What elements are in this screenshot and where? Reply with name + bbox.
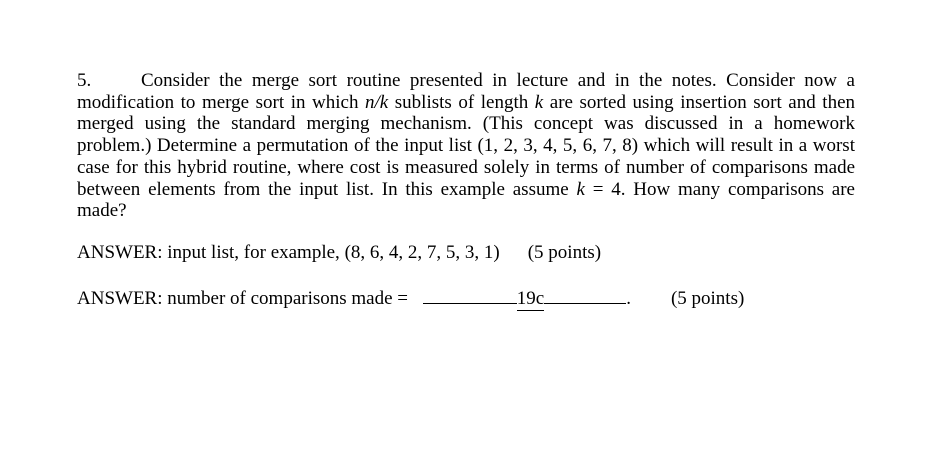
variable-n-over-k: n/k — [365, 91, 389, 113]
answer2-label: ANSWER: number of comparisons made = — [77, 288, 413, 309]
answer1-points: (5 points) — [527, 242, 602, 263]
variable-k: k — [534, 91, 544, 113]
question-text-b: sublists of length — [388, 91, 535, 113]
answer2-points: (5 points) — [670, 288, 745, 309]
answer2-blank-trail — [544, 287, 626, 304]
question-number: 5. — [77, 70, 92, 91]
answer-row-comparisons — [77, 287, 744, 311]
question-text-d: = 4. How many comparisons are made? — [77, 178, 855, 222]
variable-k-assume: k — [576, 178, 585, 200]
answer1-value: (8, 6, 4, 2, 7, 5, 3, 1) — [344, 242, 500, 263]
answer1-label: ANSWER: input list, for example, — [77, 242, 345, 263]
question-text — [77, 70, 855, 222]
answer2-value[interactable]: 19c — [516, 288, 545, 309]
answer2-blank-lead — [423, 287, 517, 304]
question-text-a: Consider the merge sort routine presented in lecture and in the notes. Consider now a modification to merge sort in which — [77, 70, 855, 113]
answer-row-input-list — [77, 242, 601, 264]
question-text-c: are sorted using insertion sort and then merged using the standard merging mechanism. (This concept was discussed in a homework problem.) Determine a permutation of the input list (1, 2, 3, 4, 5, 6, 7, 8) which will result in a worst case for this hybrid routine, where cost is measured solely in terms of number of comparisons made between elements from the input list. In this example assume — [77, 91, 856, 200]
answer2-end: . — [626, 288, 631, 309]
